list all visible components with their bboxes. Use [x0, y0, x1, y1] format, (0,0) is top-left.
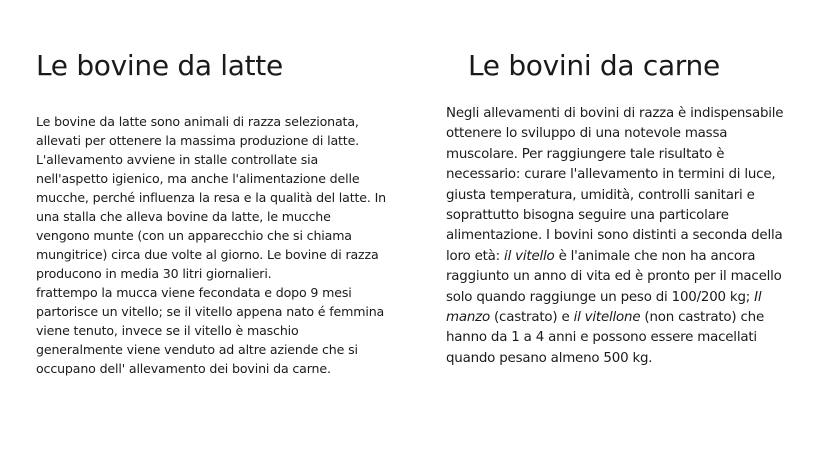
right-text-4: (non castrato) che hanno da 1 a 4 anni e possono essere macellati quando pesano almeno 500 kg.: [446, 310, 764, 366]
term-vitellone: il vitellone: [573, 310, 641, 326]
right-text-1: Negli allevamenti di bovini di razza è indispensabile ottenere lo sviluppo di una notevole massa muscolare. Per raggiungere tale risultato è necessario: curare l'allevamento in termini di luce, giusta temperatura, umidità, controlli sanitari e soprattutto bisogna seguire una particolare alimentazione. I bovini sono distinti a seconda della loro età:: [446, 106, 784, 264]
left-paragraph-2: frattempo la mucca viene fecondata e dopo 9 mesi partorisce un vitello; se il vitello appena nato é femmina viene tenuto, invece se il vitello è maschio generalmente viene venduto ad altre aziende che si occupano dell' allevamento dei bovini da carne.: [36, 285, 385, 376]
right-text-2: è l'animale che non ha ancora raggiunto un anno di vita ed è pronto per il macello solo quando raggiunge un peso di 100/200 kg;: [446, 248, 782, 305]
left-title: Le bovine da latte: [36, 49, 283, 82]
right-text-3: (castrato) e: [489, 310, 574, 326]
right-title: Le bovini da carne: [468, 49, 720, 82]
left-paragraph-1: Le bovine da latte sono animali di razza selezionata, allevati per ottenere la massima produzione di latte. L'allevamento avviene in stalle controllate sia nell'aspetto igienico, ma anche l'alimentazione delle mucche, perché influenza la resa e la qualità del latte. In una stalla che alleva bovine da latte, le mucche vengono munte (con un apparecchio che si chiama mungitrice) circa due volte al giorno. Le bovine di razza producono in media 30 litri giornalieri.: [36, 114, 386, 281]
left-body-text: [36, 112, 388, 378]
right-body-text: [446, 104, 798, 369]
right-paragraph: [446, 104, 798, 369]
term-manzo: Il manzo: [446, 289, 762, 326]
term-vitello: il vitello: [504, 248, 555, 264]
